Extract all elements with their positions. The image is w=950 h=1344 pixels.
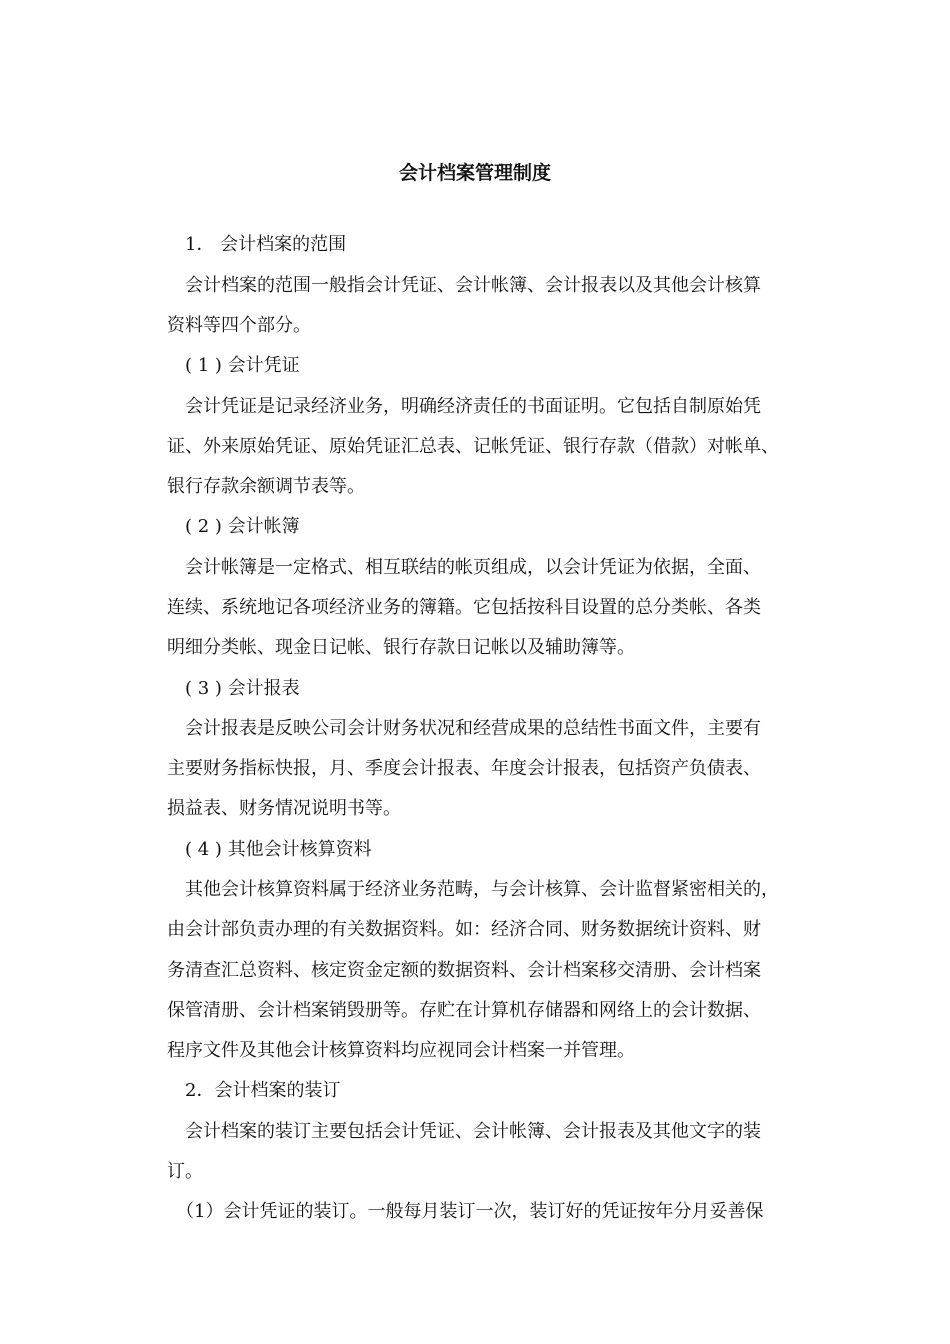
paragraph-line: 资料等四个部分。 xyxy=(167,315,311,336)
paragraph-line: 其他会计核算资料属于经济业务范畴，与会计核算、会计监督紧密相关的， xyxy=(167,879,779,900)
subsection-heading: ( 4 ) 其他会计核算资料 xyxy=(167,839,372,860)
subsection-heading: ( 1 ) 会计凭证 xyxy=(167,355,300,376)
paragraph-line: 银行存款余额调节表等。 xyxy=(167,476,365,497)
paragraph-line: 主要财务指标快报，月、季度会计报表、年度会计报表，包括资产负债表、 xyxy=(167,758,761,779)
paragraph-line: 会计档案的范围一般指会计凭证、会计帐簿、会计报表以及其他会计核算 xyxy=(167,275,761,296)
paragraph-line: （1）会计凭证的装订。一般每月装订一次，装订好的凭证按年分月妥善保 xyxy=(167,1201,764,1222)
paragraph-line: 会计报表是反映公司会计财务状况和经营成果的总结性书面文件，主要有 xyxy=(167,718,761,739)
paragraph-line: 保管清册、会计档案销毁册等。存贮在计算机存储器和网络上的会计数据、 xyxy=(167,1000,761,1021)
paragraph-line: 会计帐簿是一定格式、相互联结的帐页组成，以会计凭证为依据，全面、 xyxy=(167,557,761,578)
document-title: 会计档案管理制度 xyxy=(398,162,551,184)
paragraph-line: 会计凭证是记录经济业务，明确经济责任的书面证明。它包括自制原始凭 xyxy=(167,396,761,417)
paragraph-line: 务清查汇总资料、核定资金定额的数据资料、会计档案移交清册、会计档案 xyxy=(167,960,761,981)
paragraph-line: 由会计部负责办理的有关数据资料。如：经济合同、财务数据统计资料、财 xyxy=(167,919,761,940)
paragraph-line: 损益表、财务情况说明书等。 xyxy=(167,798,401,819)
subsection-heading: ( 3 ) 会计报表 xyxy=(167,678,300,699)
paragraph-line: 明细分类帐、现金日记帐、银行存款日记帐以及辅助簿等。 xyxy=(167,637,635,658)
paragraph-line: 程序文件及其他会计核算资料均应视同会计档案一并管理。 xyxy=(167,1040,635,1061)
section-heading: 2．会计档案的装订 xyxy=(167,1080,341,1101)
section-heading: 1． 会计档案的范围 xyxy=(167,234,347,255)
paragraph-line: 证、外来原始凭证、原始凭证汇总表、记帐凭证、银行存款（借款）对帐单、 xyxy=(167,436,779,457)
subsection-heading: ( 2 ) 会计帐簿 xyxy=(167,516,300,537)
paragraph-line: 订。 xyxy=(167,1161,203,1182)
paragraph-line: 连续、系统地记各项经济业务的簿籍。它包括按科目设置的总分类帐、各类 xyxy=(167,597,761,618)
paragraph-line: 会计档案的装订主要包括会计凭证、会计帐簿、会计报表及其他文字的装 xyxy=(167,1121,761,1142)
